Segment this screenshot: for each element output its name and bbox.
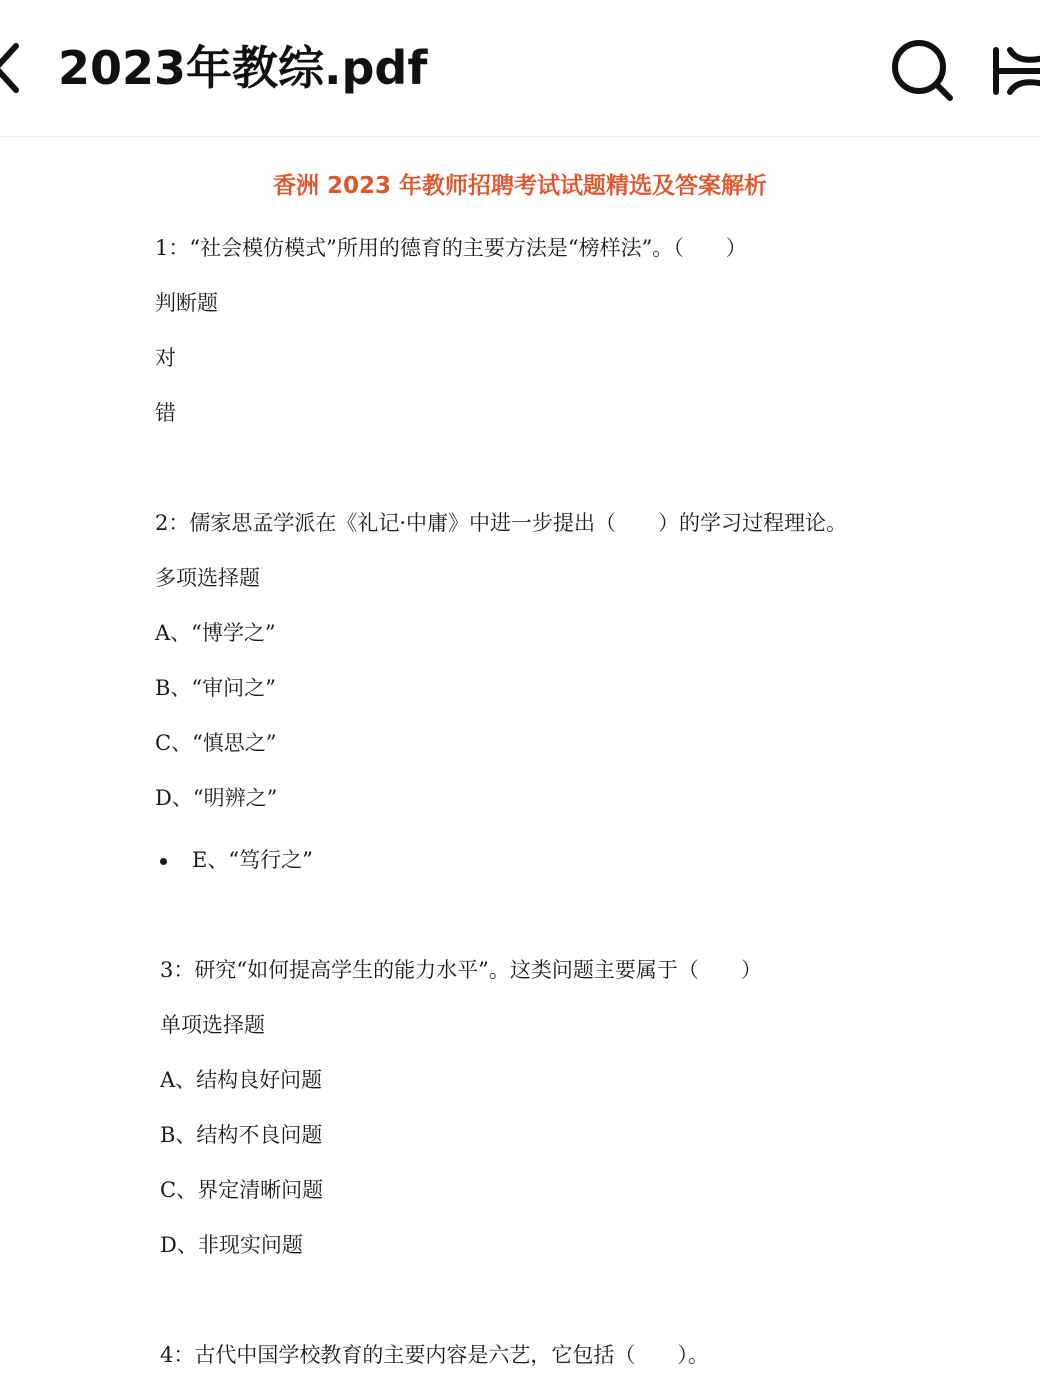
question-3-type: 单项选择题 [160,1013,265,1037]
question-3-option: A、结构良好问题 [160,1068,323,1092]
question-2-option: E、“笃行之” [192,848,313,872]
more-menu-button[interactable] [988,44,1040,98]
file-title: 2023年教综.pdf [58,41,428,95]
question-3-option: B、结构不良问题 [160,1123,323,1147]
question-2-option: C、“慎思之” [155,731,277,755]
question-4-stem: 4：古代中国学校教育的主要内容是六艺，它包括（ ）。 [160,1343,709,1367]
question-1-option: 对 [155,346,176,370]
question-2-option: B、“审问之” [155,676,276,700]
search-icon [886,36,960,104]
more-icon [988,44,1040,98]
top-bar [0,0,1040,137]
question-3-option: D、非现实问题 [160,1233,303,1257]
question-3-stem: 3：研究“如何提高学生的能力水平”。这类问题主要属于（ ） [160,958,762,982]
question-1-stem: 1：“社会模仿模式”所用的德育的主要方法是“榜样法”。（ ） [155,236,747,260]
chevron-left-icon [0,40,26,96]
question-1-type: 判断题 [155,291,218,315]
question-3-option: C、界定清晰问题 [160,1178,324,1202]
question-2-type: 多项选择题 [155,566,260,590]
search-button[interactable] [886,36,960,104]
question-2-stem: 2：儒家思孟学派在《礼记·中庸》中进一步提出（ ）的学习过程理论。 [155,511,848,535]
document-heading: 香洲 2023 年教师招聘考试试题精选及答案解析 [272,173,768,199]
bullet-icon [160,858,167,865]
pdf-page[interactable] [0,137,1040,1387]
question-1-option: 错 [155,401,176,425]
question-2-option: A、“博学之” [155,621,276,645]
question-2-option: D、“明辨之” [155,786,278,810]
back-button[interactable] [0,40,26,96]
